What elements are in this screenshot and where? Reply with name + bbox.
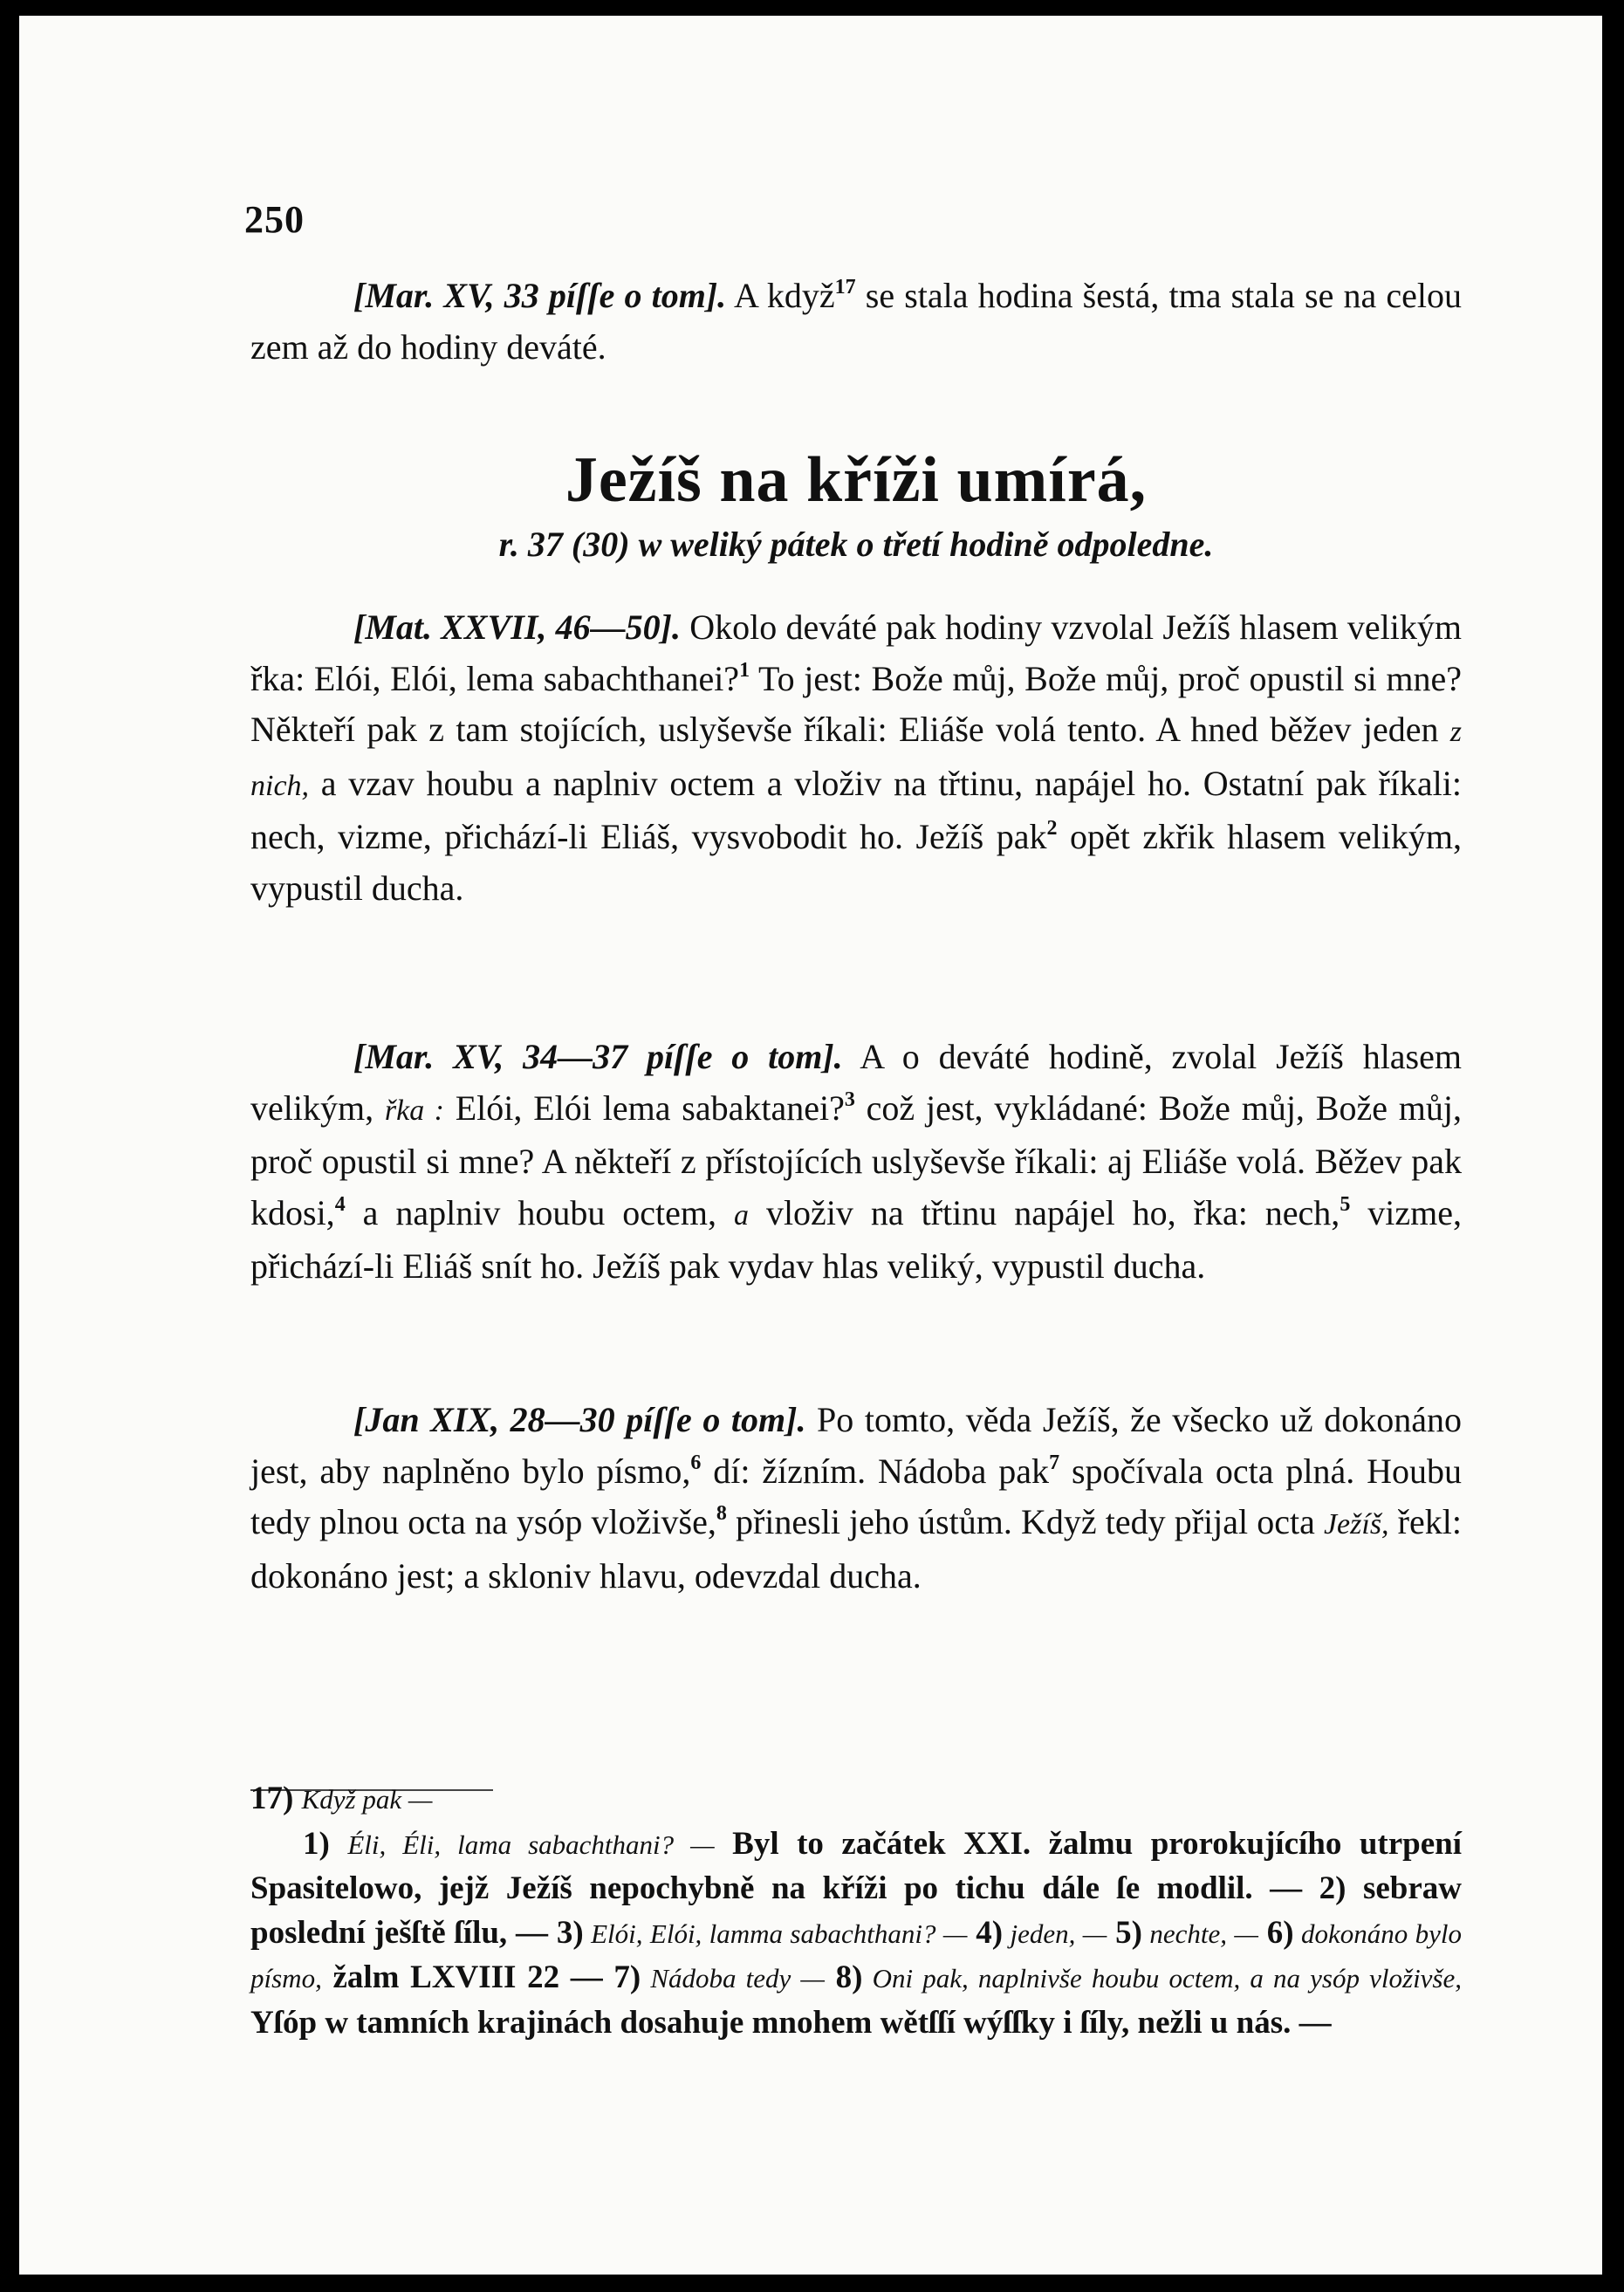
source-reference: [Mar. XV, 33 píſſe o tom].: [353, 276, 727, 315]
footnote-ref: 5: [1340, 1192, 1351, 1216]
page-number: 250: [244, 198, 305, 241]
paragraph-mark-intro: [Mar. XV, 33 píſſe o tom]. A když$^{17}$ se stala hodina šestá, tma stala se na celou zem až do hodiny deváté.: [250, 276, 1462, 367]
section-subtitle: r. 37 (30) w weliký pátek o třetí hodině odpoledne.: [498, 525, 1214, 564]
source-reference: [Mat. XXVII, 46—50].: [353, 607, 681, 647]
source-reference: [Jan XIX, 28—30 píſſe o tom].: [353, 1400, 806, 1439]
footnote-ref: 1: [739, 658, 750, 682]
footnote-17: 17) Když pak —: [250, 1781, 433, 1816]
footnote-ref: 6: [690, 1451, 702, 1474]
footnote-ref: 8: [716, 1502, 727, 1525]
book-page: [19, 16, 1602, 2275]
paragraph-matthew: [Mat. XXVII, 46—50]. Okolo deváté pak hodiny vzvolal Ježíš hlasem velikým řka: Elói, Elói, lema sabachthanei?$^1$ To jest: Bože můj, Bože můj, proč opustil si mne? Někteří pak z tam stojících, uslyševše říkali: Eliáše volá tento. A hned běžev jeden z nich, a vzav houbu a naplniv octem a vloživ na třtinu, napájel ho. Ostatní pak říkali: nech, vizme, přichází-li Eliáš, vysvobodit ho. Ježíš pak$^2$ opět zkřik hlasem velikým, vypustil ducha.: [250, 607, 1462, 908]
footnote-ref: 2: [1046, 817, 1058, 840]
footnote-ref: 3: [844, 1088, 855, 1111]
paragraph-john: [Jan XIX, 28—30 píſſe o tom]. Po tomto, věda Ježíš, že všecko už dokonáno jest, aby naplněno bylo písmo,$^6$ dí: žízním. Nádoba pak$^7$ spočívala octa plná. Houbu tedy plnou octa na ysóp vloživše,$^8$ přinesli jeho ústům. Když tedy přijal octa Ježíš, řekl: dokonáno jest; a skloniv hlavu, odevzdal ducha.: [250, 1400, 1462, 1595]
footnote-ref: 4: [334, 1192, 346, 1216]
footnotes: [250, 1777, 1462, 2045]
footnote-ref: 7: [1049, 1451, 1060, 1474]
section-title: Ježíš na kříži umírá,: [565, 444, 1148, 516]
footnote-ref: 17: [834, 276, 856, 299]
footnote-list: 1) Éli, Éli, lama sabachthani? — Byl to začátek XXI. žalmu prorokujícího utrpení Spasitelowo, jejž Ježíš nepochybně na kříži po tichu dále ſe modlil. — 2) sebraw poslední ješſtě ſílu, — 3) Elói, Elói, lamma sabachthani? — 4) jeden, — 5) nechte, — 6) dokonáno bylo písmo, žalm LXVIII 22 — 7) Nádoba tedy — 8) Oni pak, naplnivše houbu octem, a na ysóp vloživše, Yſóp w tamních krajinách dosahuje mnohem wětſſí wýſſky i ſíly, nežli u nás. —: [250, 1825, 1463, 2041]
paragraph-mark: [Mar. XV, 34—37 píſſe o tom]. A o deváté hodině, zvolal Ježíš hlasem velikým, řka : Elói, Elói lema sabaktanei?$^3$ což jest, vykládané: Bože můj, Bože můj, proč opustil si mne? A někteří z přístojících uslyševše říkali: aj Eliáše volá. Běžev pak kdosi,$^4$ a naplniv houbu octem, a vloživ na třtinu napájel ho, řka: nech,$^5$ vizme, přichází-li Eliáš snít ho. Ježíš pak vydav hlas veliký, vypustil ducha.: [250, 1037, 1463, 1286]
source-reference: [Mar. XV, 34—37 píſſe o tom].: [353, 1037, 843, 1076]
